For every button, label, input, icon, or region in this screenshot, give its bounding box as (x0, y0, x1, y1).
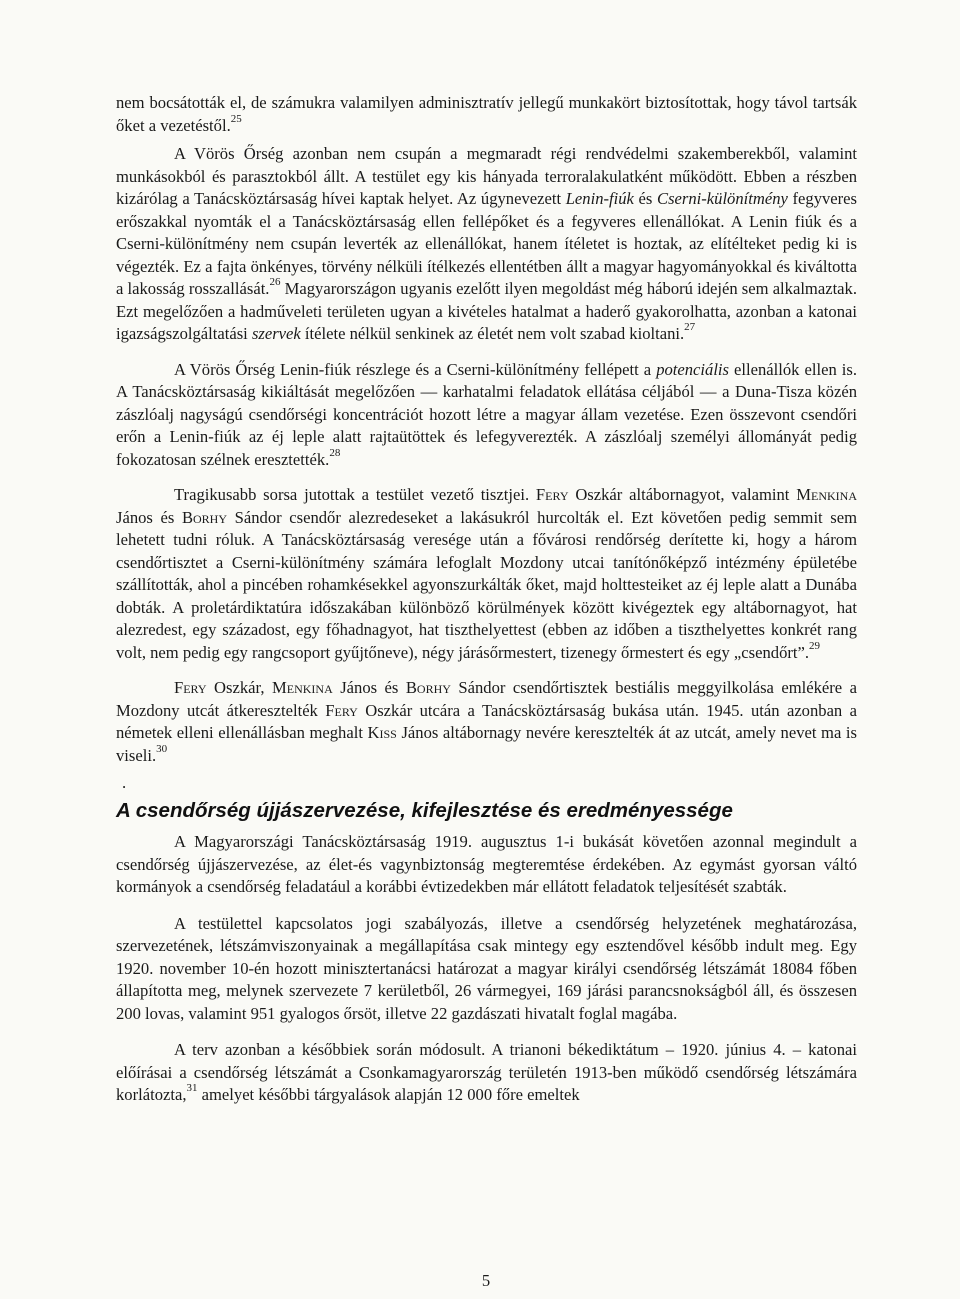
paragraph-text: Tragikusabb sorsa jutottak a testület vezető tisztjei. (174, 485, 536, 504)
paragraph: A testülettel kapcsolatos jogi szabályozás, illetve a csendőrség helyzetének meghatározása, szervezetének, létszámviszonyainak a megállapítása csak mintegy egy esztendővel később indult meg. Egy 1920. november 10-én hozott minisztertanácsi határozat a magyar királyi csendőrség létszámát 18084 főben állapította meg, melynek szervezete 7 kerületből, 26 vármegyei, 169 járási parancsnokságból áll, és összesen 200 lovas, valamint 951 gyalogos őrsöt, illetve 22 gazdászati hivatalt foglal magába. (116, 913, 857, 1023)
paragraph-text: János és (116, 507, 182, 527)
section-heading: A csendőrség újjászervezése, kifejlesztése és eredményessége (116, 799, 733, 822)
person-name: Menkina (796, 485, 857, 504)
footnote-marker[interactable]: 26 (269, 276, 281, 289)
italic-term: szervek (251, 324, 301, 343)
paragraph (116, 92, 857, 137)
paragraph-text: ellenállók ellen is. A Tanácsköztársaság kikiáltását megelőzően — karhatalmi feladatok ellátása céljából — a Duna-Tisza közén zászlóalj nagyságú csendőrségi koncentrációt hozott létre a magyar állam vezetése. Ezen összevont csendőri erőn a Lenin-fiúk az éj leple alatt rajtaütöttek és lefegyverezték. A zászlóalj személyi állományát pedig fokozatosan szélnek eresztették. (116, 359, 857, 469)
italic-term: potenciális (656, 359, 730, 379)
paragraph (116, 677, 857, 767)
paragraph-text: Magyarországon ugyanis ezelőtt ilyen megoldást még háború idején sem alkalmaztak. Ezt megelőzően a hadműveleti területen ugyan a kivételes hatalmat a haderő gyakorolhatta, azonban a katonai igazságszolgáltatási (116, 279, 857, 343)
person-name: Borhy (181, 507, 228, 527)
page-number: 5 (481, 1271, 491, 1290)
person-name: Fery (174, 678, 207, 697)
paragraph-text: A Vörös Őrség azonban nem csupán a megmaradt régi rendvédelmi szakemberekből, valamint munkásokból és parasztokból állt. A testület egy kis hányada terroralakulatként működött. Ebben a részben kizárólag a Tanácsköztársaság hívei kaptak helyet. Az úgynevezett (116, 144, 857, 208)
paragraph: A Magyarországi Tanácsköztársaság 1919. augusztus 1-i bukását követően azonnal megindult a csendőrség újjászervezése, az élet-és vagynbiztonság megteremtése érdekében. Az egymást gyorsan váltó kormányok a csendőrség feladatául a korábbi évtizedekben már ellátott feladatok teljesítését szabták. (116, 832, 857, 896)
paragraph-text: A Vörös Őrség Lenin-fiúk részlege és a Cserni-különítmény fellépett a (174, 359, 657, 379)
person-name: Fery (325, 700, 358, 720)
paragraph (116, 143, 857, 346)
paragraph (116, 1039, 857, 1107)
footnote-marker[interactable]: 30 (156, 742, 168, 755)
person-name: Fery (535, 485, 569, 504)
paragraph-text: fegyveres erőszakkal nyomták el a Tanácsköztársaság ellen fellépőket és a fegyveres ellenállókat. A Lenin fiúk és a Cserni-különítmény nem csupán leverték az ellenállókat, hanem ítéletet is hoztak, az elítélteket pedig ki is végezték. Ez a fajta önkényes, törvény nélküli ítélkezés ellentétben állt a magyar hagyományokkal és kiváltotta a lakosság rosszallását. (116, 189, 858, 298)
italic-term: Lenin-fiúk (565, 189, 634, 208)
footnote-marker[interactable]: 28 (329, 446, 341, 459)
person-name: Borhy (405, 678, 451, 697)
person-name: Menkina (272, 678, 333, 697)
footnote-marker[interactable]: 25 (230, 112, 242, 125)
italic-term: Cserni-különítmény (657, 189, 788, 208)
paragraph-text: ítélete nélkül senkinek az életét nem volt szabad kioltani. (300, 324, 685, 343)
paragraph (116, 359, 857, 472)
paragraph (116, 484, 857, 664)
document-body (116, 92, 857, 1107)
paragraph-text: amelyet későbbi tárgyalások alapján 12 000 főre emeltek (197, 1085, 580, 1104)
paragraph-text: és (633, 189, 657, 208)
paragraph-text: János altábornagy nevére keresztelték át az utcát, amely nevet ma is viseli. (116, 723, 857, 765)
paragraph-text: A terv azonban a későbbiek során módosult. A trianoni békediktátum – 1920. június 4. – katonai előírásai a csendőrség létszámát a Csonkamagyarország területén 1913-ben működő csendőrség létszámára korlátozta, (116, 1040, 857, 1104)
footnote-marker[interactable]: 31 (186, 1082, 198, 1095)
paragraph-text: Oszkár altábornagyot, valamint (568, 485, 797, 504)
person-name: Kiss (367, 723, 397, 742)
paragraph-text: Sándor csendőr alezredeseket a lakásukról hurcolták el. Ezt követően pedig semmit sem lehetett tudni róluk. A Tanácsköztársaság veresége után a fővárosi rendőrség derítette ki, hogy a három csendőrtisztet a Cserni-különítmény számára lefoglalt Mozdony utcai tanítónőképző intézmény épületébe szállították, ahol a pincében rohamkésekkel agyonszurkálták őket, majd holttesteiket az éj leple alatt a Dunába dobták. A proletárdiktatúra időszakában különböző körülmények között kivégeztek egy altábornagyot, hat alezredest, egy századost, egy főhadnagyot, hat tiszthelyettest (ebben az időben a tiszthelyettes konkrét rang volt, nem pedig egy rangcsoport gyűjtőneve), négy járásőrmestert, tizenegy őrmestert és egy „csendőrt”. (116, 507, 858, 662)
paragraph-text: nem bocsátották el, de számukra valamilyen adminisztratív jellegű munkakört biztosítottak, hogy távol tartsák őket a vezetéstől. (116, 93, 857, 135)
paragraph-text: Oszkár utcára a Tanácsköztársaság bukása után. 1945. után azonban a németek elleni ellenállásban meghalt (116, 700, 857, 742)
footnote-marker[interactable]: 27 (684, 321, 696, 334)
footnote-marker[interactable]: 29 (809, 639, 821, 652)
paragraph-text: Sándor csendőrtisztek bestiális meggyilkolása emlékére a Mozdony utcát átkeresztelték (116, 678, 857, 720)
paragraph-text: Oszkár, (206, 678, 272, 697)
paragraph-text: János és (332, 678, 406, 697)
stray-mark: . (122, 773, 127, 792)
